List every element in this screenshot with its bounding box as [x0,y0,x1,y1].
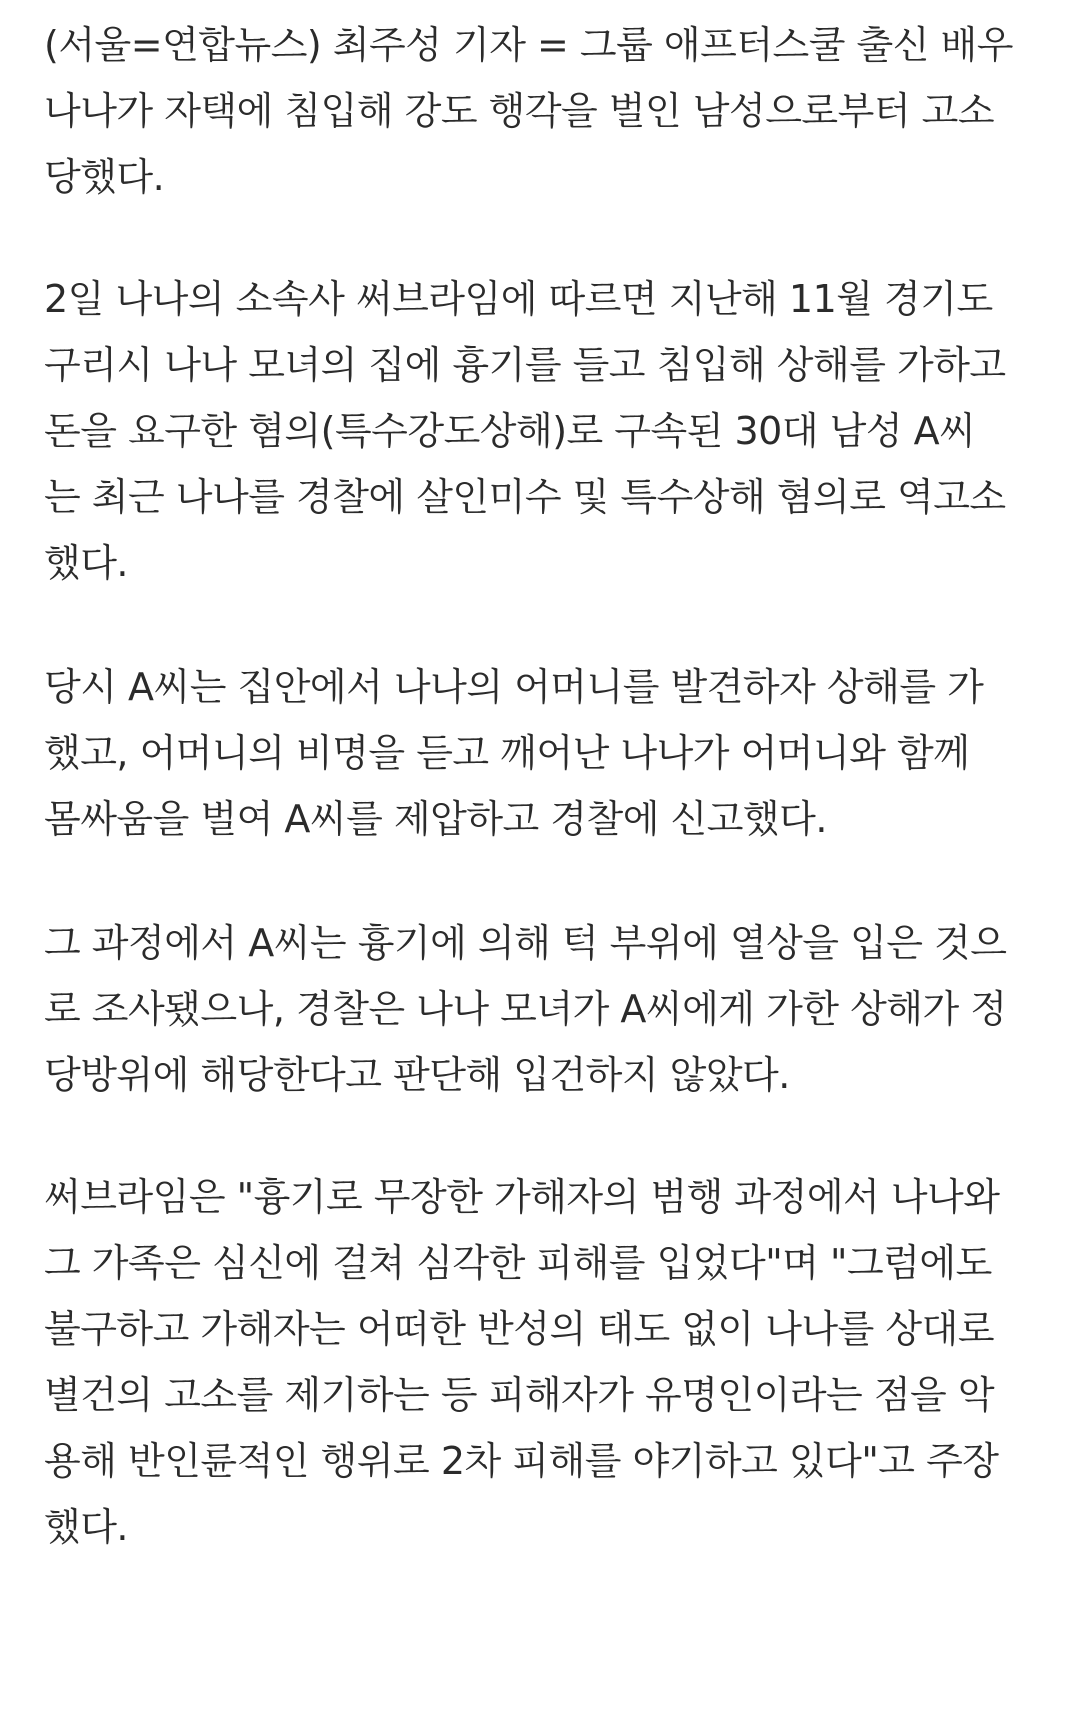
paragraph-line: 2일 나나의 소속사 써브라임에 따르면 지난해 11월 경기도 [44,277,993,321]
paragraph-2 [44,266,1006,596]
paragraph-line: 용해 반인륜적인 행위로 2차 피해를 야기하고 있다"고 주장 [44,1439,999,1483]
paragraph-line: 는 최근 나나를 경찰에 살인미수 및 특수상해 혐의로 역고소 [44,475,1006,519]
paragraph-line: 했다. [44,541,128,585]
paragraph-line: 로 조사됐으나, 경찰은 나나 모녀가 A씨에게 가한 상해가 정 [44,987,1007,1031]
paragraph-line: 별건의 고소를 제기하는 등 피해자가 유명인이라는 점을 악 [44,1373,995,1417]
paragraph-line: 당시 A씨는 집안에서 나나의 어머니를 발견하자 상해를 가 [44,665,984,709]
paragraph-4 [44,910,1007,1108]
paragraph-line: 그 가족은 심신에 걸쳐 심각한 피해를 입었다"며 "그럼에도 [44,1241,992,1285]
paragraph-line: (서울=연합뉴스) 최주성 기자 = 그룹 애프터스쿨 출신 배우 [44,23,1013,67]
paragraph-line: 그 과정에서 A씨는 흉기에 의해 턱 부위에 열상을 입은 것으 [44,921,1007,965]
paragraph-line: 당방위에 해당한다고 판단해 입건하지 않았다. [44,1053,790,1097]
paragraph-line: 돈을 요구한 혐의(특수강도상해)로 구속된 30대 남성 A씨 [44,409,976,453]
paragraph-5 [44,1164,999,1560]
paragraph-line: 했다. [44,1505,128,1549]
paragraph-line: 써브라임은 "흉기로 무장한 가해자의 범행 과정에서 나나와 [44,1175,1000,1219]
paragraph-line: 했고, 어머니의 비명을 듣고 깨어난 나나가 어머니와 함께 [44,731,970,775]
paragraph-line: 구리시 나나 모녀의 집에 흉기를 들고 침입해 상해를 가하고 [44,343,1006,387]
paragraph-line: 몸싸움을 벌여 A씨를 제압하고 경찰에 신고했다. [44,797,827,841]
paragraph-1 [44,12,1013,210]
paragraph-line: 나나가 자택에 침입해 강도 행각을 벌인 남성으로부터 고소 [44,89,995,133]
paragraph-line: 불구하고 가해자는 어떠한 반성의 태도 없이 나나를 상대로 [44,1307,995,1351]
paragraph-3 [44,654,983,852]
paragraph-line: 당했다. [44,155,165,199]
